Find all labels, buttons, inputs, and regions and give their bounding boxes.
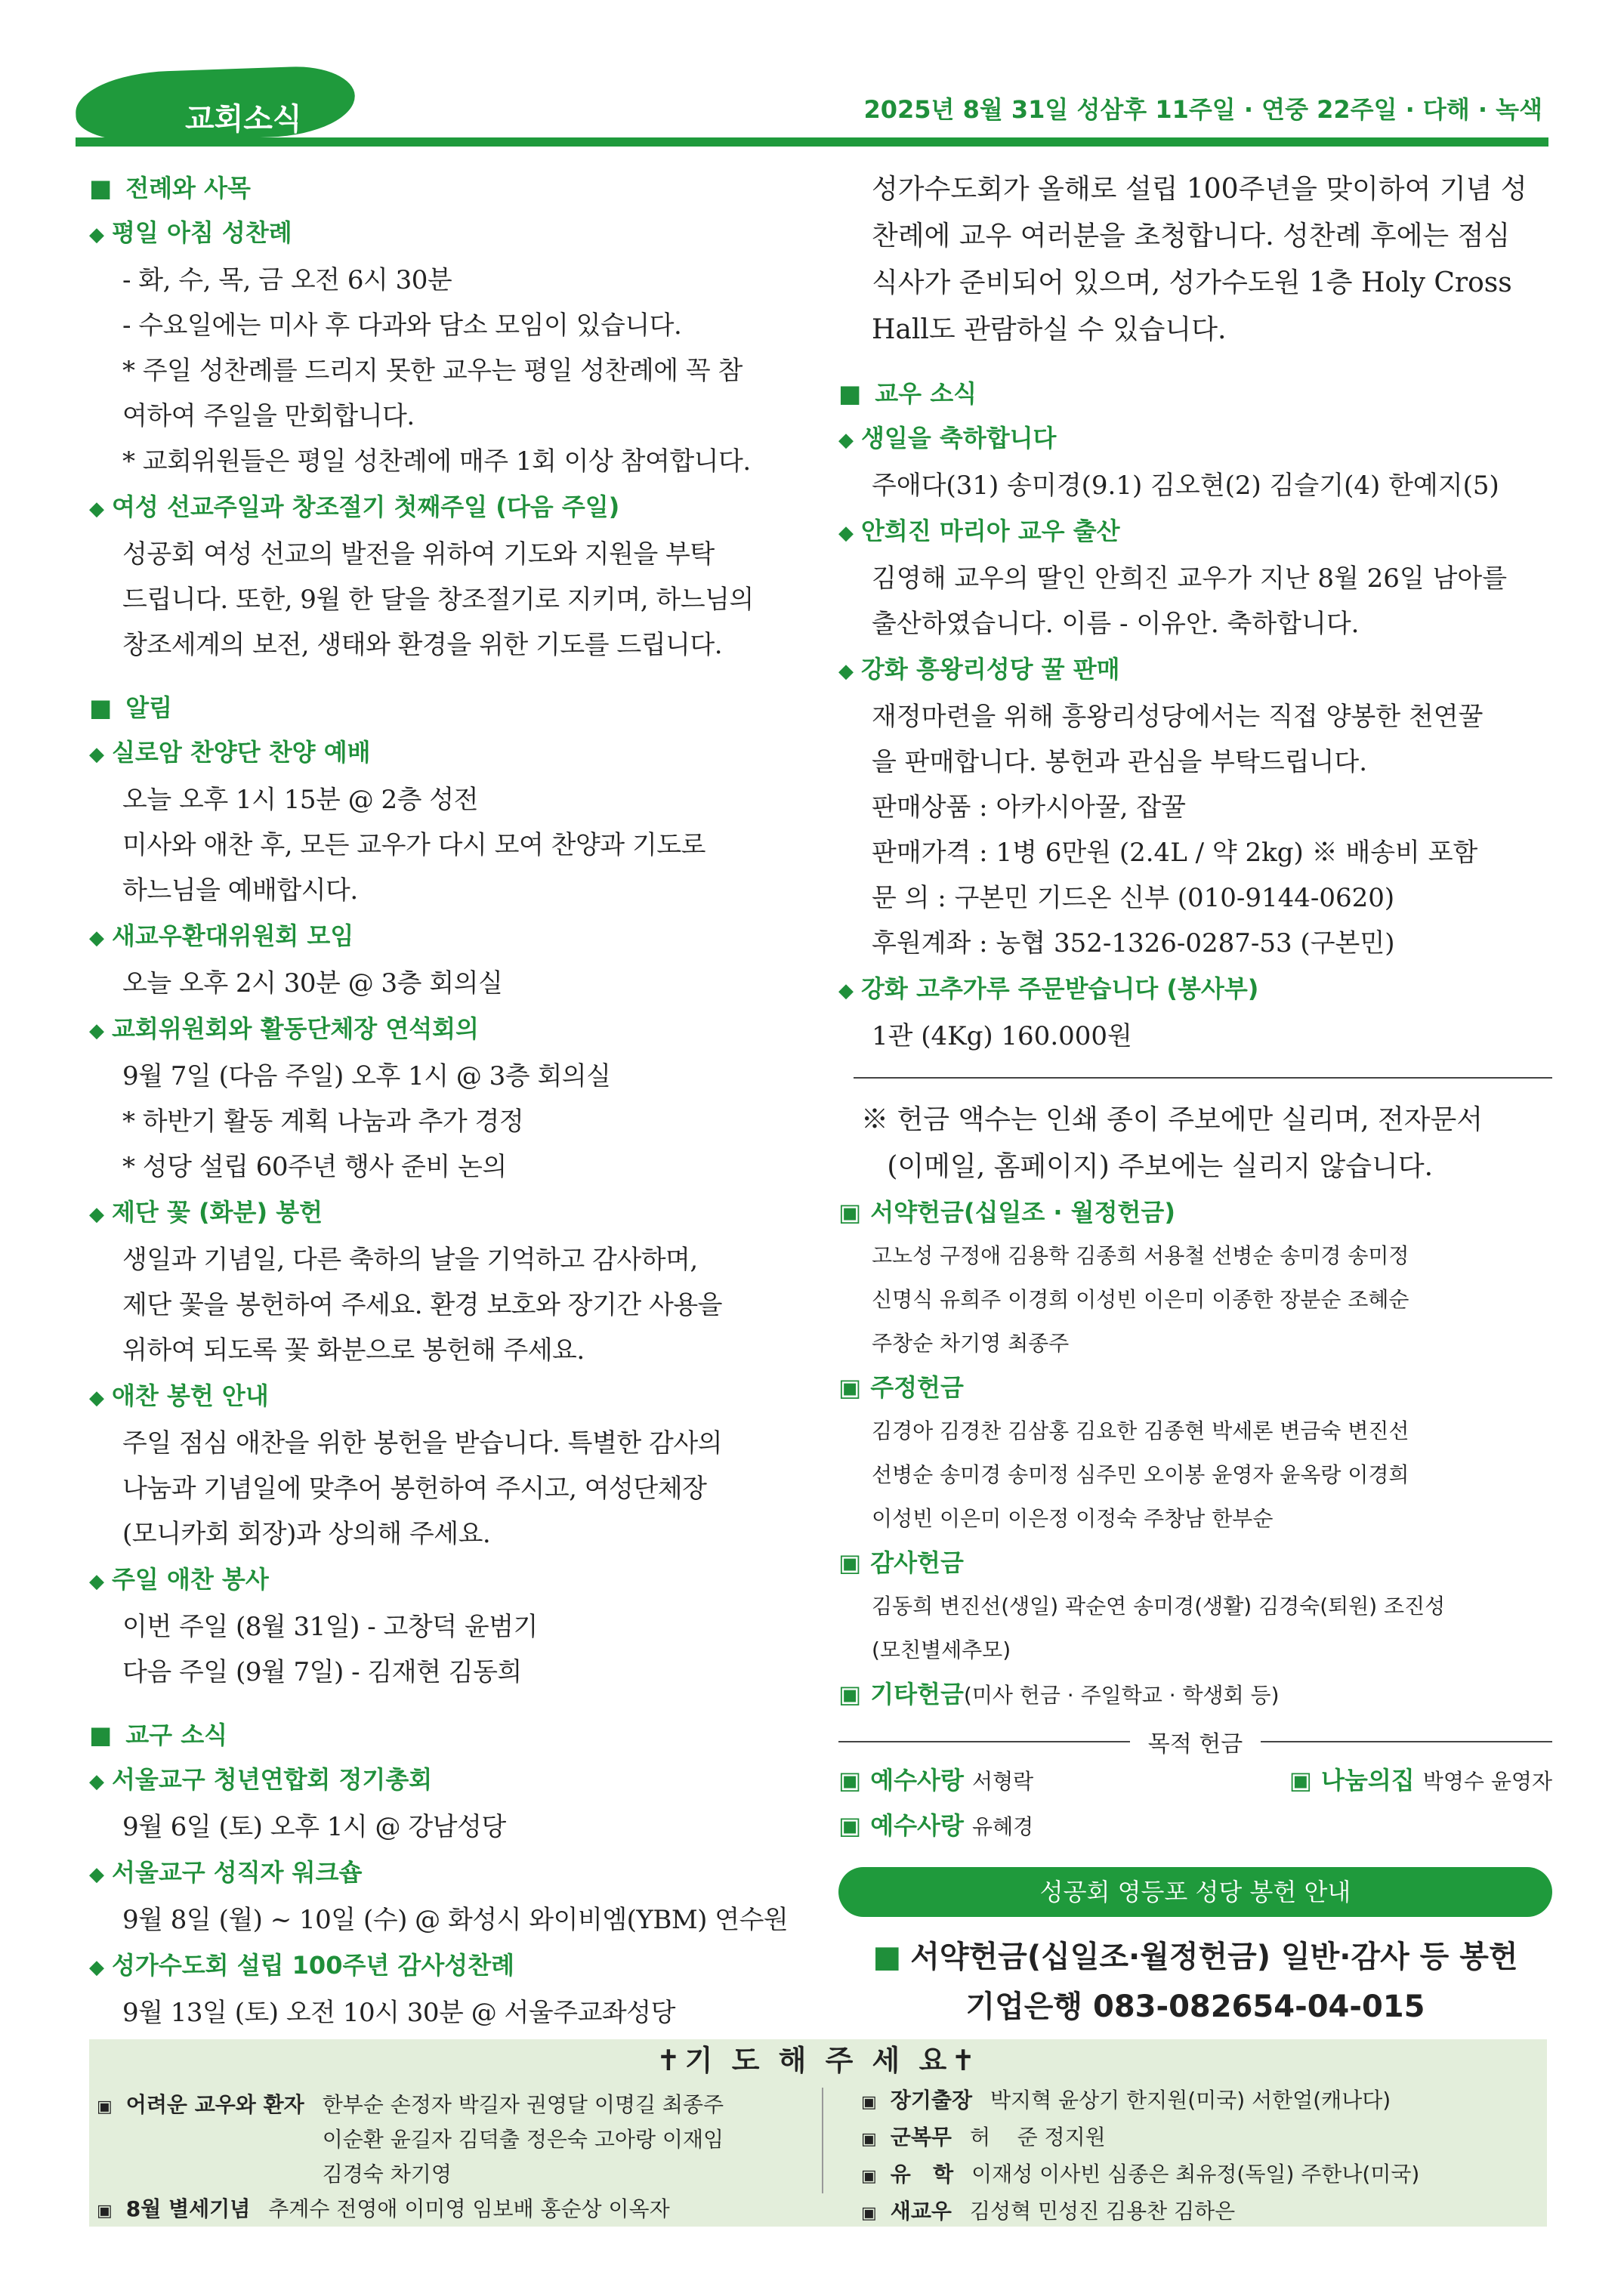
offering-other-title: ▣ 기타헌금(미사 헌금 · 주일학교 · 학생회 등)	[838, 1672, 1552, 1718]
item-pepper: ◆ 강화 고추가루 주문받습니다 (봉사부)	[838, 966, 1552, 1014]
item-youth: ◆ 서울교구 청년연합회 정기총회	[89, 1757, 814, 1804]
offering-tithe-names	[838, 1234, 1552, 1366]
text-line: 이번 주일 (8월 31일) - 고창덕 윤범기	[122, 1612, 538, 1642]
prayer-title: ✝기 도 해 주 세 요✝	[656, 2044, 980, 2077]
item-honey: ◆ 강화 흥왕리성당 꿀 판매	[838, 647, 1552, 694]
text-line: 제단 꽃을 봉헌하여 주세요. 환경 보호와 장기간 사용을	[122, 1290, 723, 1320]
holycross-continued	[838, 166, 1552, 353]
item-birth: ◆ 안희진 마리아 교우 출산	[838, 508, 1552, 556]
meal-body	[89, 1421, 814, 1557]
birthday-body	[838, 463, 1552, 508]
flower-body	[89, 1237, 814, 1373]
section-notices: ■ 알림	[89, 686, 814, 730]
header-tab-label: 교회소식	[185, 102, 302, 137]
honey-body	[838, 694, 1552, 966]
purpose-item-3: ▣ 예수사랑 유혜경	[838, 1804, 1552, 1849]
prayer-army: ▣ 군복무 허 준 정지원	[861, 2120, 1419, 2157]
offering-weekly-title: ▣ 주정헌금	[838, 1366, 1552, 1409]
text-line: 을 판매합니다. 봉헌과 관심을 부탁드립니다.	[872, 747, 1368, 777]
item-newcomer: ◆ 새교우환대위원회 모임	[89, 913, 814, 961]
header-date: 2025년 8월 31일 성삼후 11주일 · 연중 22주일 · 다해 · 녹색	[863, 95, 1542, 124]
service-body	[89, 1604, 814, 1695]
offering-weekly-names	[838, 1409, 1552, 1541]
offering-tithe-title: ▣ 서약헌금(십일조 · 월정헌금)	[838, 1190, 1552, 1234]
text-line: 신명식 유희주 이경희 이성빈 이은미 이종한 장분순 조혜순	[872, 1287, 1409, 1312]
item-clergy: ◆ 서울교구 성직자 워크숍	[89, 1850, 814, 1897]
text-line: 김경아 김경찬 김삼홍 김요한 김종현 박세론 변금숙 변진선	[872, 1418, 1409, 1443]
clergy-body	[89, 1897, 814, 1943]
text-line: - 화, 수, 목, 금 오전 6시 30분	[122, 265, 452, 295]
text-line: 나눔과 기념일에 맞추어 봉헌하여 주시고, 여성단체장	[122, 1474, 707, 1504]
offering-thanks-title: ▣ 감사헌금	[838, 1541, 1552, 1585]
item-meal-service: ◆ 주일 애찬 봉사	[89, 1557, 814, 1604]
section-members: ■ 교우 소식	[838, 372, 1552, 415]
text-line: 성가수도회가 올해로 설립 100주년을 맞이하여 기념 성	[872, 174, 1527, 205]
text-line: 판매가격 : 1병 6만원 (2.4L / 약 2kg) ※ 배송비 포함	[872, 838, 1478, 868]
item-birthday: ◆ 생일을 축하합니다	[838, 415, 1552, 463]
text-line: (모니카회 회장)과 상의해 주세요.	[122, 1519, 491, 1549]
prayer-new: ▣ 새교우 김성혁 민성진 김용찬 김하은	[861, 2194, 1419, 2231]
text-line: ※ 헌금 액수는 인쇄 종이 주보에만 실리며, 전자문서	[861, 1104, 1484, 1135]
item-siloam: ◆ 실로암 찬양단 찬양 예배	[89, 730, 814, 777]
text-line: 드립니다. 또한, 9월 한 달을 창조절기로 지키며, 하느님의	[122, 585, 754, 615]
text-line: 주애다(31) 송미경(9.1) 김오현(2) 김슬기(4) 한예지(5)	[872, 471, 1499, 501]
text-line: * 성당 설립 60주년 행사 준비 논의	[122, 1152, 507, 1182]
text-line: * 주일 성찬례를 드리지 못한 교우는 평일 성찬례에 꼭 참	[122, 356, 743, 386]
item-joint-meeting: ◆ 교회위원회와 활동단체장 연석회의	[89, 1006, 814, 1054]
header-divider	[76, 137, 1548, 147]
text-line: 성공회 여성 선교의 발전을 위하여 기도와 지원을 부탁	[122, 539, 715, 569]
offering-thanks-names	[838, 1585, 1552, 1672]
birth-body	[838, 556, 1552, 647]
text-line: 오늘 오후 1시 15분 @ 2층 성전	[122, 785, 478, 815]
text-line: 9월 6일 (토) 오후 1시 @ 강남성당	[122, 1812, 506, 1842]
section-liturgy: ■ 전례와 사목	[89, 166, 814, 210]
item-altar-flower: ◆ 제단 꽃 (화분) 봉헌	[89, 1190, 814, 1237]
weekday-body	[89, 258, 814, 484]
text-line: 출산하였습니다. 이름 - 이유안. 축하합니다.	[872, 609, 1360, 639]
divider	[854, 1077, 1552, 1079]
item-meal-offering: ◆ 애찬 봉헌 안내	[89, 1373, 814, 1421]
item-weekday-eucharist: ◆ 평일 아침 성찬례	[89, 210, 814, 258]
prayer-box	[89, 2039, 1547, 2227]
text-line: * 하반기 활동 계획 나눔과 추가 경정	[122, 1107, 524, 1137]
prayer-trip: ▣ 장기출장 박지혁 윤상기 한지원(미국) 서한얼(캐나다)	[861, 2083, 1419, 2120]
text-line: 판매상품 : 아카시아꿀, 잡꿀	[872, 792, 1186, 823]
right-column	[838, 166, 1552, 2032]
text-line: 김영해 교우의 딸인 안희진 교우가 지난 8월 26일 남아를	[872, 563, 1508, 594]
text-line: 생일과 기념일, 다른 축하의 날을 기억하고 감사하며,	[122, 1245, 698, 1275]
holycross-body	[89, 1990, 814, 2036]
women-body	[89, 532, 814, 668]
joint-body	[89, 1054, 814, 1190]
prayer-study: ▣ 유 학 이재성 이사빈 심종은 최유정(독일) 주한나(미국)	[861, 2157, 1419, 2194]
text-line: 다음 주일 (9월 7일) - 김재현 김동희	[122, 1657, 522, 1687]
purpose-offering-divider	[838, 1725, 1552, 1758]
text-line: 하느님을 예배합시다.	[122, 875, 358, 906]
bank-banner: 성공회 영등포 성당 봉헌 안내	[838, 1867, 1552, 1917]
text-line: 문 의 : 구본민 기드온 신부 (010-9144-0620)	[872, 883, 1395, 913]
text-line: - 수요일에는 미사 후 다과와 담소 모임이 있습니다.	[122, 310, 682, 341]
text-line: (이메일, 홈페이지) 주보에는 실리지 않습니다.	[861, 1151, 1434, 1182]
text-line: 김동희 변진선(생일) 곽순연 송미경(생활) 김경숙(퇴원) 조진성	[872, 1594, 1446, 1619]
text-line: 후원계좌 : 농협 352-1326-0287-53 (구본민)	[872, 928, 1395, 958]
bank-line-1: ■ 서약헌금(십일조·월정헌금) 일반·감사 등 봉헌	[872, 1940, 1518, 1974]
text-line: 김경숙 차기영	[322, 2162, 452, 2187]
offering-other-sub: (미사 헌금 · 주일학교 · 학생회 등)	[963, 1683, 1280, 1708]
text-line: (모친별세추모)	[872, 1637, 1011, 1662]
text-line: 9월 7일 (다음 주일) 오후 1시 @ 3층 회의실	[122, 1061, 611, 1091]
text-line: 주일 점심 애찬을 위한 봉헌을 받습니다. 특별한 감사의	[122, 1428, 723, 1458]
text-line: 이성빈 이은미 이은정 이정숙 주창남 한부순	[872, 1506, 1274, 1531]
text-line: 창조세계의 보전, 생태와 환경을 위한 기도를 드립니다.	[122, 630, 723, 660]
item-holycross: ◆ 성가수도회 설립 100주년 감사성찬례	[89, 1943, 814, 1990]
text-line: 찬례에 교우 여러분을 초청합니다. 성찬례 후에는 점심	[872, 221, 1511, 252]
section-diocese: ■ 교구 소식	[89, 1713, 814, 1757]
text-line: 이순환 윤길자 김덕출 정은숙 고아랑 이재임	[322, 2127, 724, 2152]
text-line: 여하여 주일을 만회합니다.	[122, 401, 415, 431]
pepper-body	[838, 1014, 1552, 1059]
text-line: 식사가 준비되어 있으며, 성가수도원 1층 Holy Cross	[872, 267, 1512, 298]
text-line: * 교회위원들은 평일 성찬례에 매주 1회 이상 참여합니다.	[122, 446, 751, 477]
purpose-item-2: ▣ 나눔의집 박영수 윤영자	[1289, 1758, 1552, 1804]
bank-account: 기업은행 083-082654-04-015	[965, 1989, 1425, 2024]
siloam-body	[89, 777, 814, 913]
text-line: 1관 (4Kg) 160.000원	[872, 1021, 1132, 1051]
text-line: Hall도 관람하실 수 있습니다.	[872, 314, 1227, 345]
text-line: 9월 8일 (월) ~ 10일 (수) @ 화성시 와이비엠(YBM) 연수원	[122, 1905, 789, 1935]
text-line: 고노성 구정애 김용학 김종희 서용철 선병순 송미경 송미정	[872, 1243, 1409, 1268]
text-line: 오늘 오후 2시 30분 @ 3층 회의실	[122, 968, 503, 998]
youth-body	[89, 1804, 814, 1850]
prayer-sick: ▣ 어려운 교우와 환자 한부순 손정자 박길자 권영달 이명길 최종주 이순환 윤길자 김덕출 정은숙 고아랑 이재임 김경숙 차기영	[97, 2088, 822, 2192]
text-line: 9월 13일 (토) 오전 10시 30분 @ 서울주교좌성당	[122, 1998, 675, 2028]
text-line: 위하여 되도록 꽃 화분으로 봉헌해 주세요.	[122, 1335, 585, 1366]
text-line: 한부순 손정자 박길자 권영달 이명길 최종주	[322, 2092, 724, 2117]
text-line: 선병순 송미경 송미정 심주민 오이봉 윤영자 윤옥랑 이경희	[872, 1462, 1409, 1487]
newcomer-body	[89, 961, 814, 1006]
prayer-memorial: ▣ 8월 별세기념 추계수 전영애 이미영 임보배 홍순상 이옥자	[97, 2192, 670, 2229]
text-line: 미사와 애찬 후, 모든 교우가 다시 모여 찬양과 기도로	[122, 830, 705, 860]
text-line: 재정마련을 위해 흥왕리성당에서는 직접 양봉한 천연꿀	[872, 702, 1484, 732]
left-column	[89, 166, 814, 2036]
item-women-mission: ◆ 여성 선교주일과 창조절기 첫째주일 (다음 주일)	[89, 484, 814, 532]
text-line: 주창순 차기영 최종주	[872, 1331, 1070, 1356]
offering-notice	[838, 1097, 1552, 1190]
purpose-item-1: ▣ 예수사랑 서형락	[838, 1758, 1033, 1804]
purpose-offering-label: 목적 헌금	[1147, 1731, 1243, 1758]
